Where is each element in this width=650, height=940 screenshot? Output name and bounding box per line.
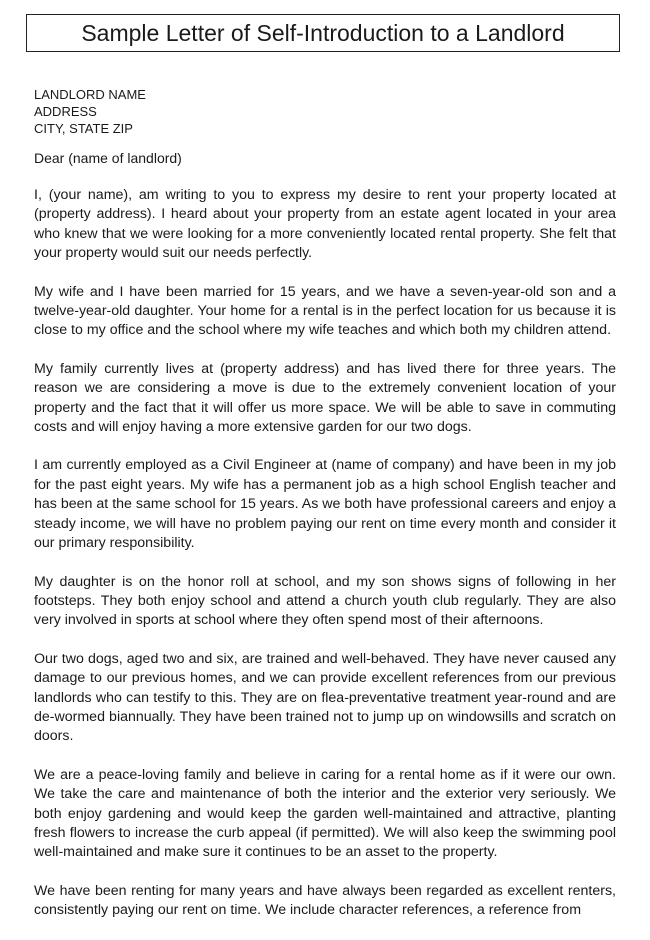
address-street: ADDRESS (34, 104, 97, 119)
paragraph-children: My daughter is on the honor roll at school, and my son shows signs of following in her footsteps. They both enjoy school and attend a church youth club regularly. They are also very involved in sports at school where they often spend most of their afternoons. (34, 573, 616, 629)
paragraph-references: We have been renting for many years and have always been regarded as excellent renters, consistently paying our rent on time. We include character references, a reference from (34, 882, 616, 919)
landlord-address-block (34, 86, 616, 137)
letter-body (34, 86, 616, 940)
paragraph-family: My wife and I have been married for 15 years, and we have a seven-year-old son and a twelve-year-old daughter. Your home for a rental is in the perfect location for us because it is close to my office and the school where my wife teaches and which both my children attend. (34, 283, 616, 339)
paragraph-pets: Our two dogs, aged two and six, are trained and well-behaved. They have never caused any damage to our previous homes, and we can provide excellent references from our previous landlords who can testify to this. They are on flea-preventative treatment year-round and are de-wormed biannually. They have been trained not to jump up on windowsills and scratch on doors. (34, 650, 616, 745)
document-title: Sample Letter of Self-Introduction to a Landlord (26, 14, 620, 52)
salutation: Dear (name of landlord) (34, 150, 182, 166)
address-city-state-zip: CITY, STATE ZIP (34, 121, 133, 136)
paragraph-employment: I am currently employed as a Civil Engineer at (name of company) and have been in my job for the past eight years. My wife has a permanent job as a high school English teacher and has been at the same school for 15 years. As we both have professional careers and enjoy a steady income, we will have no problem paying our rent on time every month and consider it our primary responsibility. (34, 457, 616, 552)
address-landlord-name: LANDLORD NAME (34, 87, 146, 102)
paragraph-home-care: We are a peace-loving family and believe in caring for a rental home as if it were our own. We take the care and maintenance of both the interior and the exterior very seriously. We both enjoy gardening and would keep the garden well-maintained and attractive, planting fresh flowers to increase the curb appeal (if permitted). We will also keep the swimming pool well-maintained and make sure it continues to be an asset to the property. (34, 766, 616, 861)
paragraph-introduction: I, (your name), am writing to you to express my desire to rent your property located at (property address). I heard about your property from an estate agent located in your area who knew that we were looking for a more conveniently located rental property. She felt that your property would suit our needs perfectly. (34, 187, 616, 262)
paragraph-current-residence: My family currently lives at (property address) and has lived there for three years. The reason we are considering a move is due to the extremely convenient location of your property and the fact that it will offer us more space. We will be able to save in commuting costs and will enjoy having a more extensive garden for our two dogs. (34, 360, 616, 436)
